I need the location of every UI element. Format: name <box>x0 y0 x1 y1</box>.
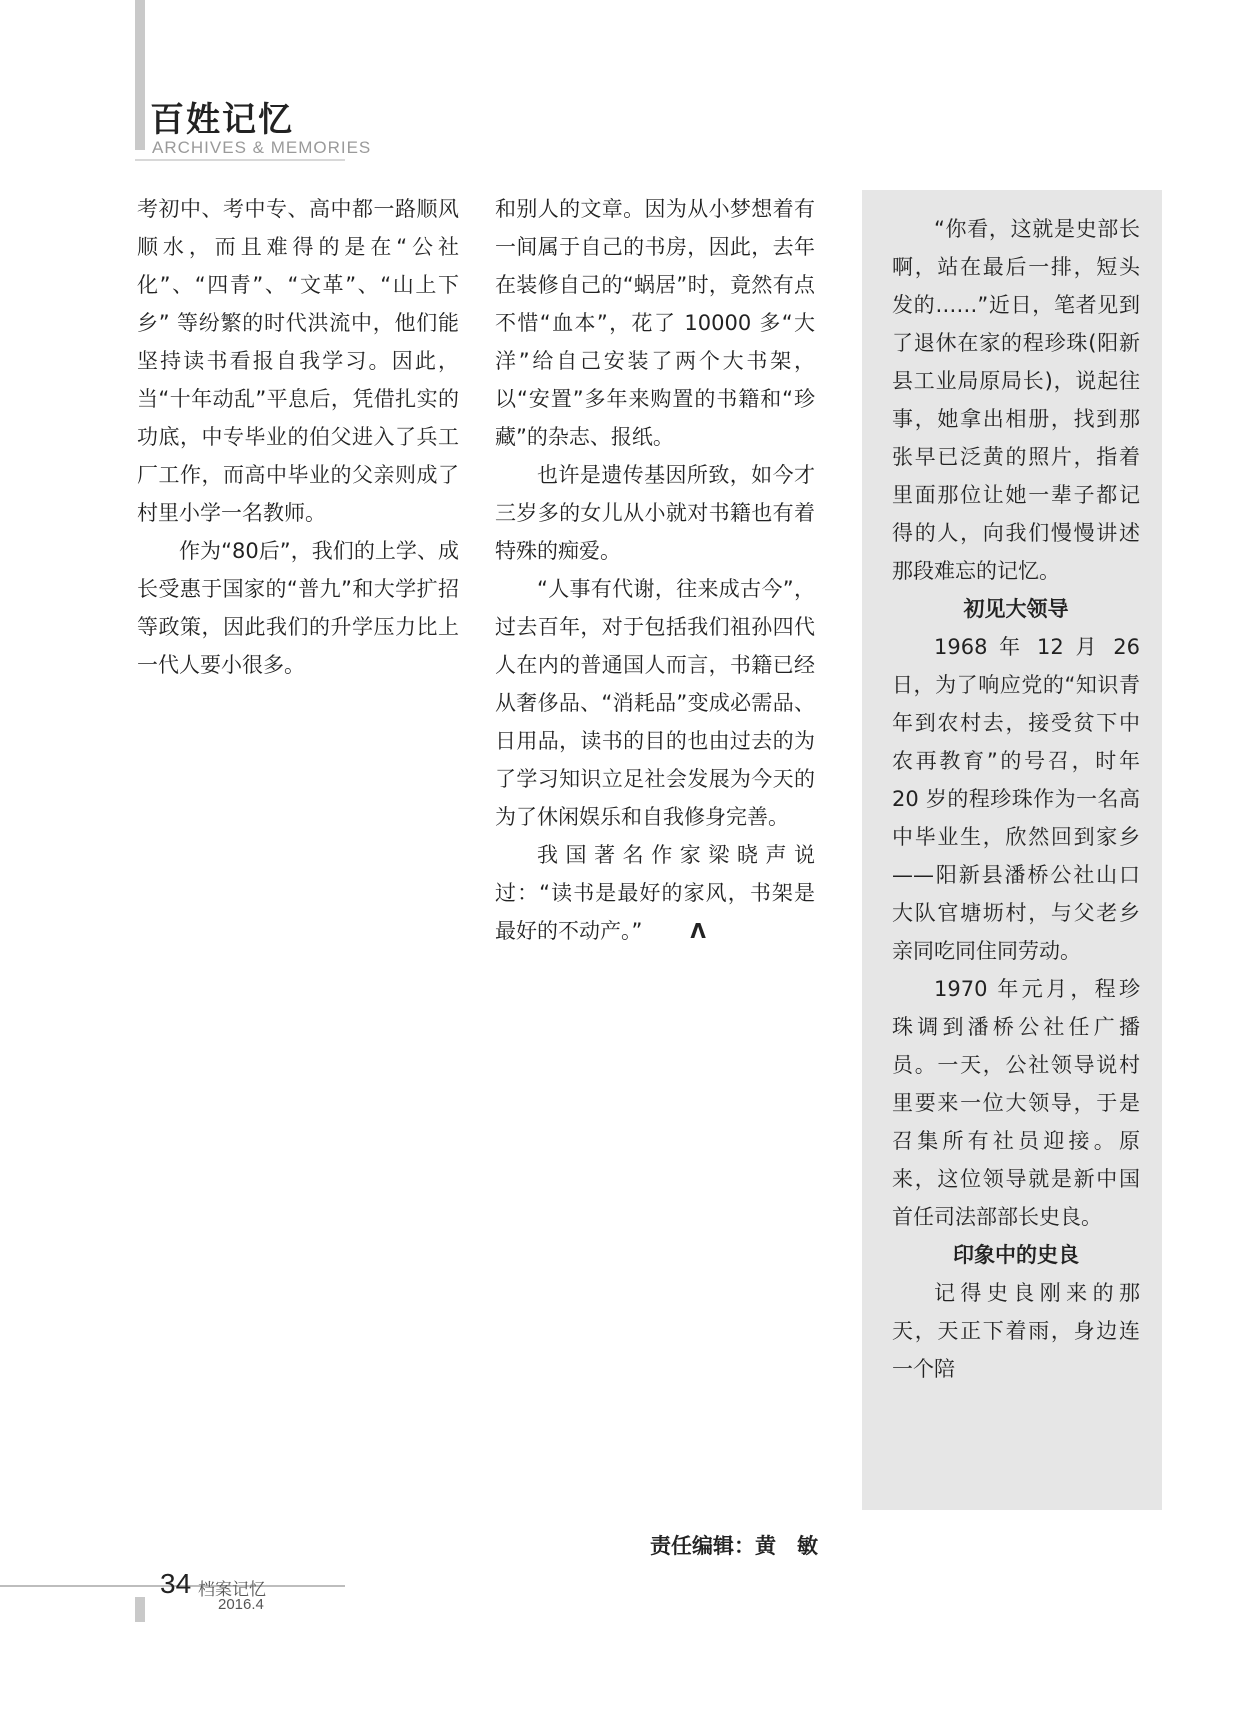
paragraph: 考初中、考中专、高中都一路顺风顺水，而且难得的是在“公社化”、“四青”、“文革”、“山上下乡” 等纷繁的时代洪流中，他们能坚持读书看报自我学习。因此，当“十年动乱”平息后，凭借扎实的功底，中专毕业的伯父进入了兵工厂工作，而高中毕业的父亲则成了村里小学一名教师。 <box>137 197 459 525</box>
footer-magazine-name: 档案记忆 <box>198 1580 266 1600</box>
footer-accent-bar <box>135 1597 145 1622</box>
sidebar-subheading: 印象中的史良 <box>953 1243 1079 1267</box>
sidebar-subheading: 初见大领导 <box>963 597 1069 621</box>
paragraph: 1970 年元月，程珍珠调到潘桥公社任广播员。一天，公社领导说村里要来一位大领导，于是召集所有社员迎接。原来，这位领导就是新中国首任司法部部长史良。 <box>892 977 1140 1229</box>
paragraph: “人事有代谢，往来成古今”，过去百年，对于包括我们祖孙四代人在内的普通国人而言，书籍已经从奢侈品、“消耗品”变成必需品、日用品，读书的目的也由过去的为了学习知识立足社会发展为今天的为了休闲娱乐和自我修身完善。 <box>495 577 815 829</box>
header-accent-bar <box>135 0 145 150</box>
article-column-1 <box>137 190 459 684</box>
section-title: 百姓记忆 <box>150 100 294 140</box>
paragraph: 和别人的文章。因为从小梦想着有一间属于自己的书房，因此，去年在装修自己的“蜗居”时，竟然有点不惜“血本”，花了 10000 多“大洋”给自己安装了两个大书架，以“安置”多年来购置的书籍和“珍藏”的杂志、报纸。 <box>495 197 815 449</box>
paragraph: 记得史良刚来的那天，天正下着雨，身边连一个陪 <box>892 1281 1140 1381</box>
article-column-2 <box>495 190 815 950</box>
paragraph <box>495 836 815 950</box>
editor-credit: 责任编辑：黄 敏 <box>650 1534 818 1558</box>
header-rule <box>135 159 345 161</box>
sidebar-column <box>892 210 1140 1388</box>
paragraph: 也许是遗传基因所致，如今才三岁多的女儿从小就对书籍也有着特殊的痴爱。 <box>495 463 815 563</box>
section-subtitle: ARCHIVES & MEMORIES <box>152 138 372 157</box>
article-end-mark: Λ <box>690 919 706 943</box>
sidebar-intro: “你看，这就是史部长啊，站在最后一排，短头发的……”近日，笔者见到了退休在家的程珍珠(阳新县工业局原局长)，说起往事，她拿出相册，找到那张早已泛黄的照片，指着里面那位让她一辈子都记得的人，向我们慢慢讲述那段难忘的记忆。 <box>892 217 1140 583</box>
paragraph: 作为“80后”，我们的上学、成长受惠于国家的“普九”和大学扩招等政策，因此我们的升学压力比上一代人要小很多。 <box>137 539 459 677</box>
paragraph: 1968 年 12 月 26 日，为了响应党的“知识青年到农村去，接受贫下中农再教育”的号召，时年 20 岁的程珍珠作为一名高中毕业生，欣然回到家乡——阳新县潘桥公社山口大队官塘坜村，与父老乡亲同吃同住同劳动。 <box>892 635 1140 963</box>
footer-issue: 2016.4 <box>218 1596 264 1613</box>
paragraph-text: 我国著名作家梁晓声说过：“读书是最好的家风，书架是最好的不动产。” <box>495 843 815 943</box>
page-number: 34 <box>160 1568 192 1599</box>
